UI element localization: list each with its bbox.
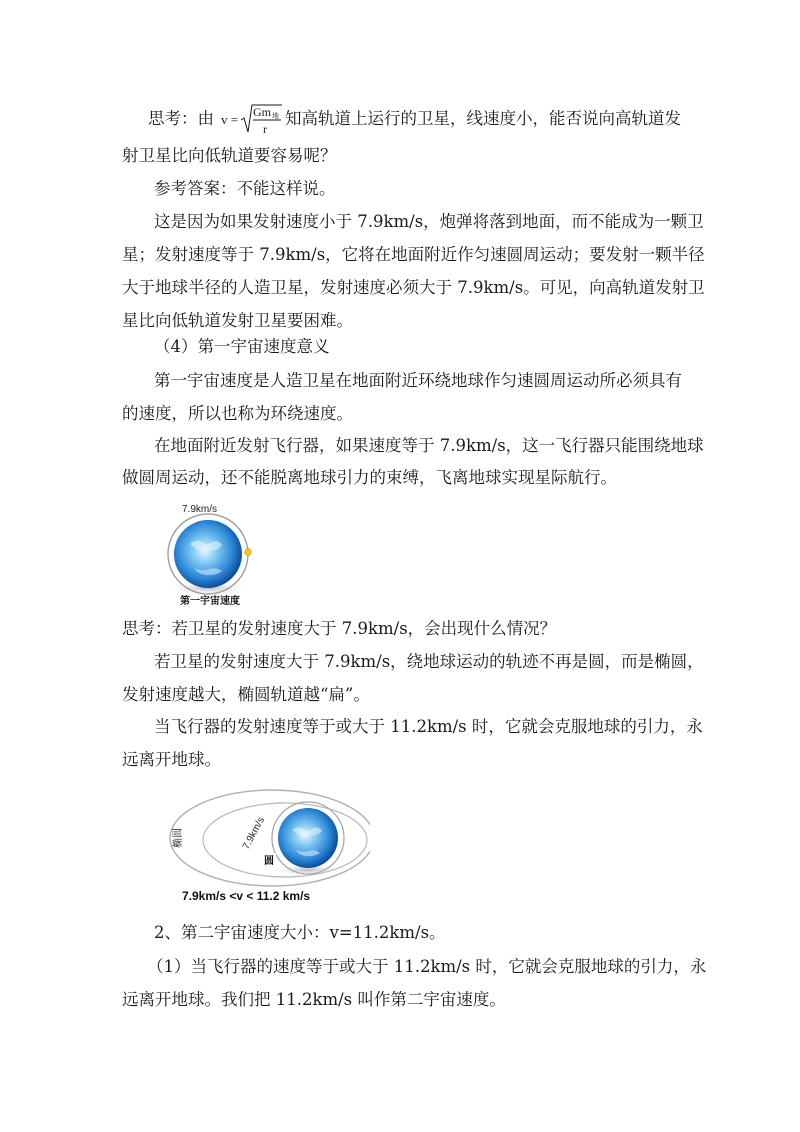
ellipse-line-2: 发射速度越大，椭圆轨道越“扁”。 — [122, 685, 370, 704]
ellipse-line-1: 若卫星的发射速度大于 7.9km/s，绕地球运动的轨迹不再是圆，而是椭圆， — [154, 652, 704, 671]
escape-line-2: 远离开地球。 — [122, 750, 221, 769]
satellite-dot — [245, 549, 252, 556]
earth-globe — [174, 520, 242, 588]
figure2-speed-label: 7.9km/s — [240, 815, 268, 852]
elliptical-orbit-figure — [160, 786, 370, 912]
velocity-formula — [219, 102, 281, 138]
ground-line-1: 在地面附近发射飞行器，如果速度等于 7.9km/s，这一飞行器只能围绕地球 — [154, 436, 704, 455]
formula-subscript: 地 — [272, 112, 279, 120]
meaning-line-2: 的速度，所以也称为环绕速度。 — [122, 404, 353, 423]
reason-line-1: 这是因为如果发射速度小于 7.9km/s，炮弹将落到地面，而不能成为一颗卫 — [154, 212, 704, 231]
reason-line-2: 星；发射速度等于 7.9km/s，它将在地面附近作匀速圆周运动；要发射一颗半径 — [122, 245, 705, 264]
first-cosmic-velocity-figure — [160, 496, 270, 610]
figure1-caption: 第一宇宙速度 — [180, 596, 240, 607]
answer-label: 参考答案：不能这样说。 — [154, 179, 336, 198]
think2-line: 思考：若卫星的发射速度大于 7.9km/s，会出现什么情况？ — [122, 619, 557, 638]
meaning-line-1: 第一宇宙速度是人造卫星在地面附近环绕地球作匀速圆周运动所必须具有 — [154, 371, 682, 390]
formula-numerator: Gm — [253, 105, 271, 119]
circle-label: 圆 — [264, 856, 274, 867]
reason-line-3: 大于地球半径的人造卫星，发射速度必须大于 7.9km/s。可见，向高轨道发射卫 — [122, 278, 705, 297]
formula-lhs: v = — [221, 112, 239, 127]
escape-line-1: 当飞行器的发射速度等于或大于 11.2km/s 时，它就会克服地球的引力，永 — [154, 717, 703, 736]
think1-prefix: 思考：由 — [148, 109, 214, 128]
figure1-speed-label: 7.9km/s — [182, 504, 218, 515]
ground-line-2: 做圆周运动，还不能脱离地球引力的束缚，飞离地球实现星际航行。 — [122, 468, 617, 487]
second-line-1: （1）当飞行器的速度等于或大于 11.2km/s 时，它就会克服地球的引力，永 — [147, 957, 707, 976]
earth-globe — [278, 808, 338, 868]
think1-question: 知高轨道上运行的卫星，线速度小，能否说向高轨道发 — [285, 109, 681, 128]
second-line-2: 远离开地球。我们把 11.2km/s 叫作第二宇宙速度。 — [122, 990, 506, 1009]
second-velocity-title: 2、第二宇宙速度大小：v=11.2km/s。 — [154, 923, 446, 942]
section-heading-4: （4）第一宇宙速度意义 — [154, 337, 330, 356]
reason-line-4: 星比向低轨道发射卫星要困难。 — [122, 311, 353, 330]
think1-question-cont: 射卫星比向低轨道要容易呢？ — [122, 146, 337, 165]
ellipse-label: 椭圆 — [173, 828, 184, 848]
velocity-range-label: 7.9km/s <v < 11.2 km/s — [182, 889, 311, 903]
formula-denominator: r — [263, 122, 267, 136]
